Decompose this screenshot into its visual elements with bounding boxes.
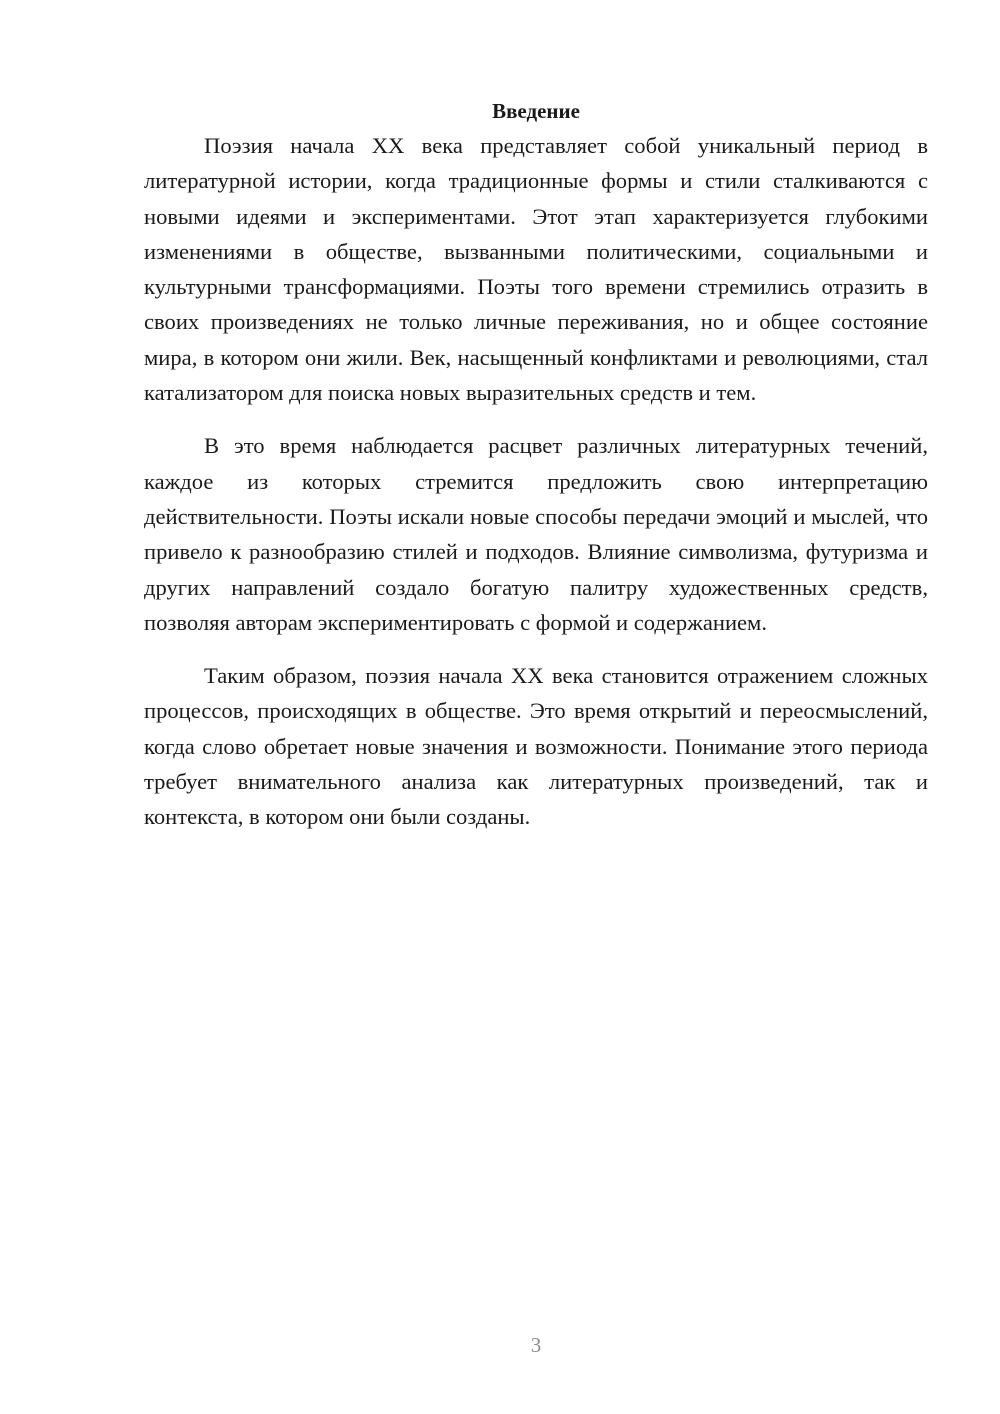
page-number: 3 [530,1333,542,1357]
paragraph-3: Таким образом, поэзия начала XX века становится отражением сложных процессов, происходящих в обществе. Это время открытий и переосмыслений, когда слово обретает новые значения и возможности. Понимание этого периода требует внимательного анализа как литературных произведений, так и контекста, в котором они были созданы. [144,663,928,830]
paragraph-2: В это время наблюдается расцвет различных литературных течений, каждое из которых стремится предложить свою интерпретацию действительности. Поэты искали новые способы передачи эмоций и мыслей, что привело к разнообразию стилей и подходов. Влияние символизма, футуризма и других направлений создало богатую палитру художественных средств, позволяя авторам экспериментировать с формой и содержанием. [144,433,928,635]
section-heading: Введение [492,99,580,123]
paragraph-1: Поэзия начала XX века представляет собой уникальный период в литературной истории, когда традиционные формы и стили сталкиваются с новыми идеями и экспериментами. Этот этап характеризуется глубокими изменениями в обществе, вызванными политическими, социальными и культурными трансформациями. Поэты того времени стремились отразить в своих произведениях не только личные переживания, но и общее состояние мира, в котором они жили. Век, насыщенный конфликтами и революциями, стал катализатором для поиска новых выразительных средств и тем. [144,133,928,406]
page-content [144,96,928,835]
